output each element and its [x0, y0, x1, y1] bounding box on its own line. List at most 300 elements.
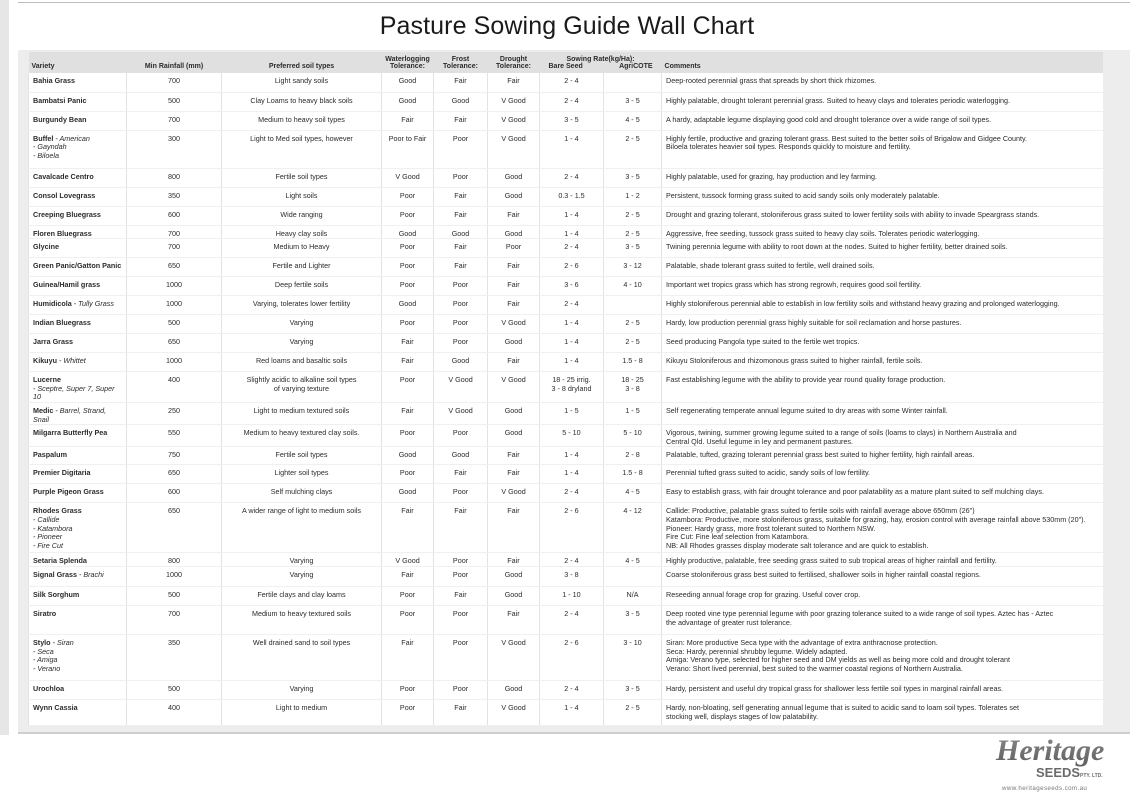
drought-value: Fair	[507, 468, 520, 478]
cell-variety	[29, 484, 127, 503]
cell-comments	[662, 587, 1103, 606]
cell-drought	[488, 484, 540, 503]
agricote-rate: 4 - 12	[623, 506, 642, 516]
logo-suffix: PTY. LTD.	[1080, 773, 1103, 779]
comment-line: Palatable, shade tolerant grass suited to fertile, well drained soils.	[666, 261, 875, 271]
comment-line: Fast establishing legume with the ability to provide year round quality forage production.	[666, 375, 946, 385]
sowing-guide-table	[28, 52, 1103, 726]
frost-value: Poor	[452, 428, 469, 438]
cell-agricote	[604, 258, 662, 277]
cell-rainfall	[127, 681, 222, 700]
cell-drought	[488, 315, 540, 334]
cell-frost	[434, 168, 488, 187]
page-title: Pasture Sowing Guide Wall Chart	[379, 12, 755, 40]
cell-soil	[222, 277, 382, 296]
rainfall-value: 350	[168, 190, 180, 200]
cell-waterlogging	[382, 681, 434, 700]
comment-line: NB: All Rhodes grasses display moderate salt tolerance and are quick to establish.	[666, 540, 929, 550]
variety-name: Bambatsi Panic	[33, 95, 87, 105]
comment-line: Vigorous, twining, summer growing legume suited to a range of soils (loams to clays) in Northern Australia and	[666, 428, 1017, 438]
cell-bare-seed	[540, 92, 604, 111]
waterlogging-value: Fair	[401, 114, 414, 124]
cell-agricote	[604, 587, 662, 606]
rainfall-value: 1000	[166, 356, 182, 366]
bare-seed-rate: 2 - 4	[564, 487, 579, 497]
table-row	[29, 225, 1103, 239]
col-header-rainfall: Min Rainfall (mm)	[127, 52, 222, 73]
rainfall-value: 700	[168, 242, 180, 252]
cell-variety	[29, 465, 127, 484]
bare-seed-rate: 3 - 8 dryland	[551, 383, 592, 393]
cell-frost	[434, 606, 488, 635]
soil-text: Well drained sand to soil types	[252, 638, 351, 648]
cell-drought	[488, 465, 540, 484]
soil-text: Medium to heavy soil types	[258, 114, 345, 124]
variety-cultivar: - Pioneer	[33, 532, 63, 542]
cell-drought	[488, 187, 540, 206]
cell-variety	[29, 503, 127, 553]
rainfall-value: 500	[168, 318, 180, 328]
cell-waterlogging	[382, 700, 434, 726]
cell-bare-seed	[540, 635, 604, 681]
cell-comments	[662, 130, 1103, 168]
cell-drought	[488, 277, 540, 296]
cell-bare-seed	[540, 239, 604, 258]
drought-value: V Good	[501, 638, 526, 648]
agricote-rate: N/A	[626, 590, 639, 600]
cell-agricote	[604, 425, 662, 447]
cell-agricote	[604, 225, 662, 239]
bare-seed-rate: 1 - 4	[564, 337, 579, 347]
rainfall-value: 1000	[166, 299, 182, 309]
cell-comments	[662, 258, 1103, 277]
cell-bare-seed	[540, 225, 604, 239]
comment-line: Biloela tolerates heavier soil types. Responds quickly to moisture and fertility.	[666, 142, 911, 152]
table-row	[29, 567, 1103, 587]
cell-bare-seed	[540, 403, 604, 425]
frost-value: Fair	[454, 468, 467, 478]
cell-bare-seed	[540, 425, 604, 447]
comment-line: Deep rooted vine type perennial legume with poor grazing tolerance suited to a wide range of soil types. Aztec has - Aztec	[666, 609, 1054, 619]
bare-seed-rate: 2 - 6	[564, 506, 579, 516]
cell-agricote	[604, 334, 662, 353]
soil-text: Varying, tolerates lower fertility	[252, 299, 351, 309]
cell-comments	[662, 315, 1103, 334]
cell-drought	[488, 700, 540, 726]
rainfall-value: 700	[168, 76, 180, 85]
bare-seed-rate: 1 - 4	[564, 228, 579, 238]
comment-line: Highly palatable, drought tolerant perennial grass. Suited to heavy clays and tolerates periodic waterlogging.	[666, 95, 1011, 105]
bare-seed-rate: 1 - 4	[564, 133, 579, 143]
frost-value: Poor	[452, 487, 469, 497]
bare-seed-rate: 2 - 6	[564, 261, 579, 271]
cell-soil	[222, 447, 382, 465]
rainfall-value: 800	[168, 171, 180, 181]
waterlogging-value: Fair	[401, 506, 414, 516]
rainfall-value: 250	[168, 406, 180, 416]
variety-cultivar: - Seca	[33, 646, 54, 656]
cell-frost	[434, 111, 488, 130]
variety-cultivar: - Sceptre, Super 7, Super 10	[33, 383, 115, 402]
rainfall-value: 400	[168, 375, 180, 385]
cell-agricote	[604, 296, 662, 315]
cell-variety	[29, 168, 127, 187]
waterlogging-value: Fair	[401, 638, 414, 648]
bare-seed-rate: 2 - 4	[564, 95, 579, 105]
cell-agricote	[604, 447, 662, 465]
cell-rainfall	[127, 447, 222, 465]
cell-waterlogging	[382, 225, 434, 239]
cell-drought	[488, 553, 540, 567]
waterlogging-value: Good	[398, 487, 417, 497]
comment-line: Verano: Short lived perennial, best suited to the warmer coastal regions of Northern Australia.	[666, 663, 963, 673]
waterlogging-value: Good	[398, 299, 417, 309]
logo-seeds: SEEDS	[1036, 765, 1081, 780]
variety-cultivar: - Barrel, Strand, Snail	[33, 406, 107, 424]
table-row	[29, 587, 1103, 606]
table-row	[29, 315, 1103, 334]
cell-soil	[222, 73, 382, 92]
cell-frost	[434, 372, 488, 403]
cell-agricote	[604, 73, 662, 92]
cell-comments	[662, 484, 1103, 503]
cell-drought	[488, 296, 540, 315]
bare-seed-rate: 2 - 4	[564, 684, 579, 694]
table-row	[29, 130, 1103, 168]
cell-agricote	[604, 465, 662, 484]
cell-drought	[488, 130, 540, 168]
rainfall-value: 650	[168, 261, 180, 271]
cell-bare-seed	[540, 447, 604, 465]
cell-bare-seed	[540, 553, 604, 567]
cell-comments	[662, 334, 1103, 353]
variety-name: Creeping Bluegrass	[33, 209, 101, 219]
cell-variety	[29, 277, 127, 296]
variety-cultivar: - Verano	[33, 663, 61, 673]
waterlogging-value: Poor to Fair	[388, 133, 427, 143]
cell-drought	[488, 258, 540, 277]
cell-comments	[662, 425, 1103, 447]
agricote-rate: 3 - 8	[625, 383, 640, 393]
comment-line: Reseeding annual forage crop for grazing. Useful cover crop.	[666, 590, 861, 600]
cell-frost	[434, 353, 488, 372]
cell-soil	[222, 465, 382, 484]
frost-value: Poor	[452, 684, 469, 694]
soil-text: Light to medium	[275, 703, 328, 713]
cell-waterlogging	[382, 206, 434, 225]
rainfall-value: 500	[168, 590, 180, 600]
col-header-line: Drought	[499, 55, 528, 63]
cell-comments	[662, 277, 1103, 296]
drought-value: Good	[504, 590, 523, 600]
waterlogging-value: Good	[398, 95, 417, 105]
cell-bare-seed	[540, 315, 604, 334]
cell-rainfall	[127, 606, 222, 635]
agricote-rate: 1 - 2	[625, 190, 640, 200]
cell-variety	[29, 353, 127, 372]
rainfall-value: 1000	[166, 570, 182, 580]
cell-waterlogging	[382, 334, 434, 353]
drought-value: Fair	[507, 556, 520, 566]
bare-seed-rate: 3 - 6	[564, 280, 579, 290]
waterlogging-value: Poor	[399, 468, 416, 478]
variety-name: Stylo	[33, 638, 51, 648]
cell-agricote	[604, 553, 662, 567]
cell-frost	[434, 92, 488, 111]
waterlogging-value: Fair	[401, 406, 414, 416]
agricote-rate: 3 - 5	[625, 242, 640, 252]
cell-bare-seed	[540, 73, 604, 92]
agricote-rate: 4 - 5	[625, 114, 640, 124]
comment-line: Drought and grazing tolerant, stoloniferous grass suited to lower fertility soils with ability to invade Speargrass stands.	[666, 209, 1040, 219]
rainfall-value: 700	[168, 609, 180, 619]
frost-value: Good	[451, 356, 470, 366]
cell-drought	[488, 606, 540, 635]
cell-frost	[434, 73, 488, 92]
drought-value: Good	[504, 190, 523, 200]
cell-variety	[29, 403, 127, 425]
soil-text: Heavy clay soils	[275, 228, 328, 238]
cell-waterlogging	[382, 111, 434, 130]
variety-name: Lucerne	[33, 375, 61, 385]
cell-bare-seed	[540, 700, 604, 726]
col-header-soil: Preferred soil types	[222, 52, 382, 73]
frost-value: Good	[451, 228, 470, 238]
variety-name: Medic	[33, 406, 54, 416]
bare-seed-rate: 5 - 10	[562, 428, 581, 438]
table-row	[29, 168, 1103, 187]
cell-waterlogging	[382, 447, 434, 465]
cell-agricote	[604, 187, 662, 206]
cell-frost	[434, 635, 488, 681]
comment-line: Highly palatable, used for grazing, hay production and ley farming.	[666, 171, 877, 181]
chart-bottom-rule	[18, 732, 1130, 734]
cell-drought	[488, 353, 540, 372]
comment-line: Aggressive, free seeding, tussock grass suited to heavy clay soils. Tolerates periodic waterlogging.	[666, 228, 980, 238]
agricote-rate: 3 - 10	[623, 638, 642, 648]
page-edge-shadow	[0, 0, 9, 735]
drought-value: Good	[504, 406, 523, 416]
bare-seed-rate: 0.3 - 1.5	[558, 190, 585, 200]
cell-rainfall	[127, 258, 222, 277]
frost-value: Fair	[454, 261, 467, 271]
cell-frost	[434, 447, 488, 465]
waterlogging-value: Poor	[399, 318, 416, 328]
variety-cultivar: - Brachi	[78, 570, 104, 580]
frost-value: V Good	[448, 406, 473, 416]
frost-value: Fair	[454, 114, 467, 124]
table-header-row	[29, 52, 1103, 73]
cell-bare-seed	[540, 296, 604, 315]
cell-soil	[222, 353, 382, 372]
cell-rainfall	[127, 130, 222, 168]
cell-drought	[488, 168, 540, 187]
cell-bare-seed	[540, 258, 604, 277]
cell-variety	[29, 606, 127, 635]
drought-value: Fair	[507, 450, 520, 460]
frost-value: Fair	[454, 190, 467, 200]
comment-line: stocking well, displays stages of low palatability.	[666, 711, 819, 721]
cell-agricote	[604, 315, 662, 334]
variety-name: Humidicola	[33, 299, 72, 309]
cell-agricote	[604, 168, 662, 187]
cell-drought	[488, 73, 540, 92]
table-row	[29, 484, 1103, 503]
cell-soil	[222, 258, 382, 277]
variety-name: Premier Digitaria	[33, 468, 91, 478]
cell-comments	[662, 239, 1103, 258]
cell-frost	[434, 206, 488, 225]
soil-text: Medium to Heavy	[273, 242, 330, 252]
cell-agricote	[604, 567, 662, 587]
soil-text: Medium to heavy textured clay soils.	[243, 428, 360, 438]
cell-frost	[434, 567, 488, 587]
comment-line: Highly fertile, productive and grazing tolerant grass. Best suited to the better soils of Brigalow and Gidgee County.	[666, 133, 1028, 143]
agricote-rate: 2 - 5	[625, 703, 640, 713]
bare-seed-rate: 1 - 10	[562, 590, 581, 600]
sowing-rate-title: Sowing Rate(kg/Ha):	[566, 55, 635, 63]
cell-rainfall	[127, 92, 222, 111]
col-header-line: Frost	[451, 55, 470, 63]
comment-line: Kikuyu Stoloniferous and rhizomonous grass suited to higher rainfall, fertile soils.	[666, 356, 923, 366]
drought-value: V Good	[501, 375, 526, 385]
cell-agricote	[604, 635, 662, 681]
bare-seed-rate: 1 - 4	[564, 318, 579, 328]
agricote-rate: 1.5 - 8	[622, 356, 643, 366]
table-row	[29, 700, 1103, 726]
cell-agricote	[604, 130, 662, 168]
waterlogging-value: Good	[398, 228, 417, 238]
cell-soil	[222, 334, 382, 353]
cell-bare-seed	[540, 681, 604, 700]
cell-frost	[434, 296, 488, 315]
cell-comments	[662, 92, 1103, 111]
variety-name: Buffel	[33, 133, 54, 143]
cell-bare-seed	[540, 130, 604, 168]
comment-line: the advantage of greater rust tolerance.	[666, 617, 792, 627]
col-header-frost	[434, 52, 488, 73]
variety-name: Burgundy Bean	[33, 114, 87, 124]
frost-value: Poor	[452, 318, 469, 328]
frost-value: Poor	[452, 280, 469, 290]
cell-waterlogging	[382, 73, 434, 92]
cell-variety	[29, 372, 127, 403]
cell-drought	[488, 635, 540, 681]
soil-text: Wide ranging	[280, 209, 323, 219]
bare-seed-rate: 1 - 4	[564, 209, 579, 219]
comment-line: Seca: Hardy, perennial shrubby legume. Widely adapted.	[666, 646, 848, 656]
cell-frost	[434, 484, 488, 503]
cell-variety	[29, 635, 127, 681]
frost-value: Good	[451, 450, 470, 460]
cell-waterlogging	[382, 587, 434, 606]
soil-text: Light soils	[285, 190, 318, 200]
waterlogging-value: Fair	[401, 356, 414, 366]
logo-url: www.heritageseeds.com.au	[1002, 785, 1088, 792]
table-row	[29, 553, 1103, 567]
soil-text: Slightly acidic to alkaline soil types	[246, 375, 357, 385]
soil-text: of varying texture	[273, 383, 330, 393]
soil-text: Lighter soil types	[274, 468, 329, 478]
cell-drought	[488, 334, 540, 353]
agricote-rate: 4 - 10	[623, 280, 642, 290]
rainfall-value: 800	[168, 556, 180, 566]
drought-value: Good	[504, 337, 523, 347]
soil-text: Fertile soil types	[275, 171, 328, 181]
cell-waterlogging	[382, 465, 434, 484]
waterlogging-value: V Good	[395, 556, 420, 566]
frost-value: Poor	[452, 556, 469, 566]
cell-rainfall	[127, 484, 222, 503]
cell-bare-seed	[540, 503, 604, 553]
variety-name: Glycine	[33, 242, 59, 252]
variety-name: Paspalum	[33, 450, 67, 460]
cell-comments	[662, 111, 1103, 130]
agricote-rate: 2 - 8	[625, 450, 640, 460]
waterlogging-value: Poor	[399, 375, 416, 385]
frost-value: Fair	[454, 590, 467, 600]
variety-cultivar: - Amiga	[33, 655, 58, 665]
drought-value: Fair	[507, 280, 520, 290]
cell-rainfall	[127, 372, 222, 403]
cell-soil	[222, 553, 382, 567]
cell-soil	[222, 587, 382, 606]
cell-waterlogging	[382, 92, 434, 111]
cell-comments	[662, 503, 1103, 553]
table-body	[29, 73, 1103, 726]
cell-bare-seed	[540, 334, 604, 353]
cell-soil	[222, 187, 382, 206]
soil-text: Deep fertile soils	[274, 280, 329, 290]
cell-rainfall	[127, 587, 222, 606]
bare-seed-rate: 3 - 5	[564, 114, 579, 124]
rainfall-value: 500	[168, 95, 180, 105]
agricote-rate: 5 - 10	[623, 428, 642, 438]
waterlogging-value: V Good	[395, 171, 420, 181]
cell-variety	[29, 130, 127, 168]
cell-soil	[222, 425, 382, 447]
cell-drought	[488, 92, 540, 111]
comment-line: Perennial tufted grass suited to acidic, sandy soils of low fertility.	[666, 468, 871, 478]
drought-value: Fair	[507, 299, 520, 309]
drought-value: Fair	[507, 356, 520, 366]
waterlogging-value: Good	[398, 450, 417, 460]
soil-text: Medium to heavy textured soils	[251, 609, 352, 619]
cell-comments	[662, 447, 1103, 465]
cell-variety	[29, 111, 127, 130]
comment-line: Pioneer: Hardy grass, more frost tolerant suited to Northern NSW.	[666, 523, 876, 533]
soil-text: Self mulching clays	[270, 487, 333, 497]
cell-waterlogging	[382, 168, 434, 187]
variety-cultivar: - Siran	[52, 638, 74, 648]
frost-value: Poor	[452, 171, 469, 181]
drought-value: Good	[504, 684, 523, 694]
agricote-rate: 3 - 5	[625, 95, 640, 105]
comment-line: Fire Cut: Fine leaf selection from Katambora.	[666, 532, 810, 542]
frost-value: Fair	[454, 703, 467, 713]
cell-rainfall	[127, 425, 222, 447]
cell-rainfall	[127, 277, 222, 296]
cell-soil	[222, 206, 382, 225]
variety-name: Indian Bluegrass	[33, 318, 91, 328]
comment-line: Hardy, non-bloating, self generating annual legume that is suited to acidic sand to loam soil types. Tolerates set	[666, 703, 1019, 713]
cell-soil	[222, 296, 382, 315]
cell-agricote	[604, 700, 662, 726]
comment-line: Self regenerating temperate annual legume suited to dry areas with some Winter rainfall.	[666, 406, 948, 416]
cell-rainfall	[127, 403, 222, 425]
variety-cultivar: - Katambora	[33, 523, 73, 533]
bare-seed-rate: 1 - 4	[564, 356, 579, 366]
